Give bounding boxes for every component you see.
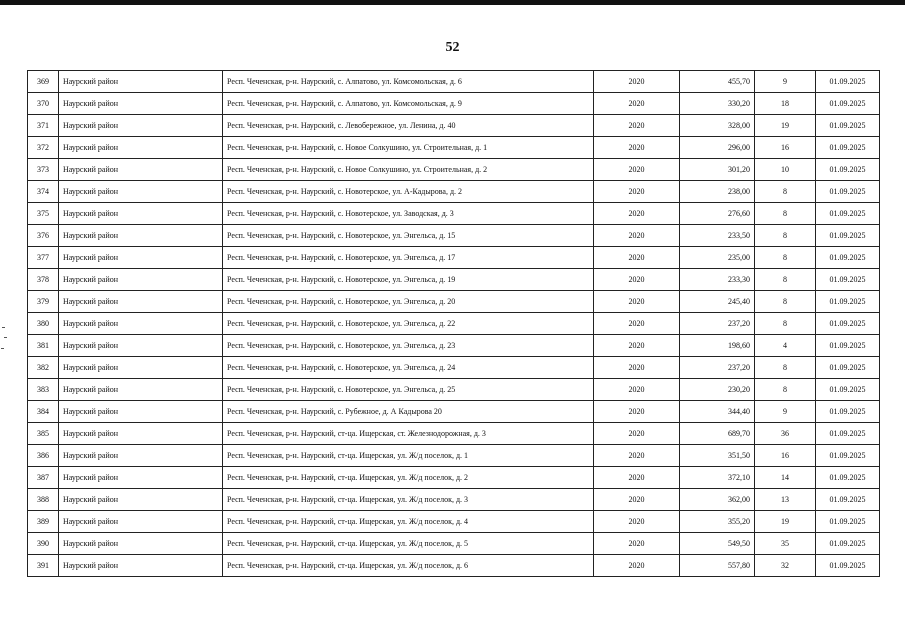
cell-area: 230,20 (680, 379, 755, 401)
cell-count: 16 (755, 445, 816, 467)
cell-area: 245,40 (680, 291, 755, 313)
cell-year: 2020 (594, 313, 680, 335)
table-row (28, 401, 880, 423)
cell-area: 296,00 (680, 137, 755, 159)
cell-district: Наурский район (59, 511, 223, 533)
table-row (28, 115, 880, 137)
cell-address: Респ. Чеченская, р-н. Наурский, ст-ца. Ищерская, ст. Железнодорожная, д. 3 (223, 423, 594, 445)
table-row (28, 511, 880, 533)
cell-district: Наурский район (59, 313, 223, 335)
top-border-rule (0, 0, 905, 5)
cell-count: 8 (755, 313, 816, 335)
cell-year: 2020 (594, 159, 680, 181)
cell-year: 2020 (594, 335, 680, 357)
cell-row-number: 378 (28, 269, 59, 291)
cell-address: Респ. Чеченская, р-н. Наурский, с. Новотерское, ул. Энгельса, д. 24 (223, 357, 594, 379)
cell-date: 01.09.2025 (816, 203, 880, 225)
cell-count: 9 (755, 401, 816, 423)
cell-address: Респ. Чеченская, р-н. Наурский, с. Новотерское, ул. Энгельса, д. 19 (223, 269, 594, 291)
cell-district: Наурский район (59, 247, 223, 269)
table-row (28, 225, 880, 247)
cell-address: Респ. Чеченская, р-н. Наурский, ст-ца. Ищерская, ул. Ж/д поселок, д. 6 (223, 555, 594, 577)
cell-year: 2020 (594, 115, 680, 137)
cell-row-number: 388 (28, 489, 59, 511)
table-row (28, 181, 880, 203)
cell-count: 8 (755, 203, 816, 225)
cell-year: 2020 (594, 511, 680, 533)
table-row (28, 137, 880, 159)
cell-year: 2020 (594, 137, 680, 159)
cell-area: 276,60 (680, 203, 755, 225)
cell-row-number: 387 (28, 467, 59, 489)
cell-district: Наурский район (59, 335, 223, 357)
cell-row-number: 376 (28, 225, 59, 247)
cell-district: Наурский район (59, 159, 223, 181)
cell-row-number: 375 (28, 203, 59, 225)
cell-address: Респ. Чеченская, р-н. Наурский, ст-ца. Ищерская, ул. Ж/д поселок, д. 5 (223, 533, 594, 555)
cell-date: 01.09.2025 (816, 335, 880, 357)
table-body (28, 71, 880, 577)
cell-year: 2020 (594, 291, 680, 313)
cell-year: 2020 (594, 533, 680, 555)
cell-year: 2020 (594, 357, 680, 379)
cell-row-number: 379 (28, 291, 59, 313)
table-row (28, 93, 880, 115)
cell-area: 557,80 (680, 555, 755, 577)
cell-row-number: 369 (28, 71, 59, 93)
cell-district: Наурский район (59, 489, 223, 511)
cell-count: 35 (755, 533, 816, 555)
cell-district: Наурский район (59, 137, 223, 159)
cell-area: 238,00 (680, 181, 755, 203)
cell-count: 8 (755, 225, 816, 247)
cell-row-number: 380 (28, 313, 59, 335)
table-row (28, 313, 880, 335)
cell-address: Респ. Чеченская, р-н. Наурский, с. Новотерское, ул. Заводская, д. 3 (223, 203, 594, 225)
cell-date: 01.09.2025 (816, 467, 880, 489)
cell-date: 01.09.2025 (816, 115, 880, 137)
cell-row-number: 373 (28, 159, 59, 181)
cell-district: Наурский район (59, 269, 223, 291)
cell-year: 2020 (594, 225, 680, 247)
cell-date: 01.09.2025 (816, 555, 880, 577)
cell-address: Респ. Чеченская, р-н. Наурский, с. Новое Солкушино, ул. Строительная, д. 1 (223, 137, 594, 159)
cell-year: 2020 (594, 379, 680, 401)
cell-address: Респ. Чеченская, р-н. Наурский, с. Новотерское, ул. Энгельса, д. 23 (223, 335, 594, 357)
cell-count: 10 (755, 159, 816, 181)
cell-area: 355,20 (680, 511, 755, 533)
cell-count: 8 (755, 181, 816, 203)
cell-address: Респ. Чеченская, р-н. Наурский, ст-ца. Ищерская, ул. Ж/д поселок, д. 1 (223, 445, 594, 467)
cell-area: 301,20 (680, 159, 755, 181)
cell-row-number: 385 (28, 423, 59, 445)
cell-address: Респ. Чеченская, р-н. Наурский, ст-ца. Ищерская, ул. Ж/д поселок, д. 3 (223, 489, 594, 511)
cell-date: 01.09.2025 (816, 159, 880, 181)
cell-area: 689,70 (680, 423, 755, 445)
cell-row-number: 381 (28, 335, 59, 357)
cell-date: 01.09.2025 (816, 401, 880, 423)
table-row (28, 247, 880, 269)
cell-count: 18 (755, 93, 816, 115)
cell-row-number: 372 (28, 137, 59, 159)
cell-row-number: 382 (28, 357, 59, 379)
cell-year: 2020 (594, 423, 680, 445)
cell-row-number: 370 (28, 93, 59, 115)
cell-date: 01.09.2025 (816, 93, 880, 115)
cell-count: 19 (755, 511, 816, 533)
cell-row-number: 391 (28, 555, 59, 577)
records-table (27, 70, 880, 577)
table-row (28, 291, 880, 313)
cell-year: 2020 (594, 71, 680, 93)
cell-address: Респ. Чеченская, р-н. Наурский, с. Алпатово, ул. Комсомольская, д. 9 (223, 93, 594, 115)
cell-count: 8 (755, 247, 816, 269)
table-row (28, 423, 880, 445)
cell-year: 2020 (594, 247, 680, 269)
cell-district: Наурский район (59, 401, 223, 423)
scan-mark (4, 337, 7, 338)
cell-date: 01.09.2025 (816, 247, 880, 269)
cell-district: Наурский район (59, 203, 223, 225)
table-row (28, 555, 880, 577)
cell-district: Наурский район (59, 423, 223, 445)
cell-count: 8 (755, 379, 816, 401)
page-number: 52 (445, 40, 460, 55)
cell-district: Наурский район (59, 379, 223, 401)
cell-area: 344,40 (680, 401, 755, 423)
cell-district: Наурский район (59, 181, 223, 203)
cell-date: 01.09.2025 (816, 489, 880, 511)
cell-district: Наурский район (59, 357, 223, 379)
table-row (28, 467, 880, 489)
cell-address: Респ. Чеченская, р-н. Наурский, с. Рубежное, д. А Кадырова 20 (223, 401, 594, 423)
cell-year: 2020 (594, 93, 680, 115)
cell-row-number: 386 (28, 445, 59, 467)
cell-district: Наурский район (59, 93, 223, 115)
cell-date: 01.09.2025 (816, 225, 880, 247)
cell-date: 01.09.2025 (816, 313, 880, 335)
cell-date: 01.09.2025 (816, 181, 880, 203)
cell-area: 198,60 (680, 335, 755, 357)
cell-area: 549,50 (680, 533, 755, 555)
table-row (28, 335, 880, 357)
table-row (28, 269, 880, 291)
cell-area: 372,10 (680, 467, 755, 489)
cell-row-number: 390 (28, 533, 59, 555)
cell-row-number: 377 (28, 247, 59, 269)
cell-year: 2020 (594, 181, 680, 203)
cell-count: 8 (755, 269, 816, 291)
cell-year: 2020 (594, 203, 680, 225)
scan-mark (2, 327, 5, 328)
cell-count: 36 (755, 423, 816, 445)
cell-count: 32 (755, 555, 816, 577)
cell-address: Респ. Чеченская, р-н. Наурский, с. Алпатово, ул. Комсомольская, д. 6 (223, 71, 594, 93)
table-row (28, 357, 880, 379)
cell-area: 233,50 (680, 225, 755, 247)
cell-area: 328,00 (680, 115, 755, 137)
cell-row-number: 374 (28, 181, 59, 203)
cell-area: 233,30 (680, 269, 755, 291)
cell-date: 01.09.2025 (816, 511, 880, 533)
cell-year: 2020 (594, 401, 680, 423)
cell-year: 2020 (594, 445, 680, 467)
cell-area: 455,70 (680, 71, 755, 93)
cell-district: Наурский район (59, 115, 223, 137)
cell-address: Респ. Чеченская, р-н. Наурский, с. Новотерское, ул. Энгельса, д. 15 (223, 225, 594, 247)
table-row (28, 203, 880, 225)
cell-district: Наурский район (59, 71, 223, 93)
cell-area: 351,50 (680, 445, 755, 467)
cell-row-number: 371 (28, 115, 59, 137)
cell-area: 237,20 (680, 357, 755, 379)
table-row (28, 379, 880, 401)
table-row (28, 71, 880, 93)
cell-district: Наурский район (59, 225, 223, 247)
cell-count: 4 (755, 335, 816, 357)
cell-address: Респ. Чеченская, р-н. Наурский, с. Левобережное, ул. Ленина, д. 40 (223, 115, 594, 137)
cell-area: 362,00 (680, 489, 755, 511)
cell-date: 01.09.2025 (816, 423, 880, 445)
cell-row-number: 389 (28, 511, 59, 533)
cell-year: 2020 (594, 555, 680, 577)
cell-date: 01.09.2025 (816, 445, 880, 467)
table-row (28, 533, 880, 555)
cell-area: 330,20 (680, 93, 755, 115)
cell-area: 235,00 (680, 247, 755, 269)
cell-count: 19 (755, 115, 816, 137)
scan-mark (1, 348, 4, 349)
cell-address: Респ. Чеченская, р-н. Наурский, ст-ца. Ищерская, ул. Ж/д поселок, д. 2 (223, 467, 594, 489)
cell-date: 01.09.2025 (816, 71, 880, 93)
cell-address: Респ. Чеченская, р-н. Наурский, с. Новотерское, ул. Энгельса, д. 25 (223, 379, 594, 401)
cell-count: 8 (755, 357, 816, 379)
cell-date: 01.09.2025 (816, 291, 880, 313)
cell-date: 01.09.2025 (816, 269, 880, 291)
cell-count: 9 (755, 71, 816, 93)
table-row (28, 445, 880, 467)
cell-date: 01.09.2025 (816, 357, 880, 379)
cell-row-number: 383 (28, 379, 59, 401)
cell-date: 01.09.2025 (816, 533, 880, 555)
cell-address: Респ. Чеченская, р-н. Наурский, с. Новотерское, ул. Энгельса, д. 17 (223, 247, 594, 269)
cell-district: Наурский район (59, 291, 223, 313)
cell-date: 01.09.2025 (816, 379, 880, 401)
cell-count: 16 (755, 137, 816, 159)
cell-year: 2020 (594, 467, 680, 489)
cell-address: Респ. Чеченская, р-н. Наурский, с. Новотерское, ул. Энгельса, д. 22 (223, 313, 594, 335)
cell-district: Наурский район (59, 533, 223, 555)
cell-count: 14 (755, 467, 816, 489)
cell-row-number: 384 (28, 401, 59, 423)
cell-count: 8 (755, 291, 816, 313)
cell-area: 237,20 (680, 313, 755, 335)
cell-year: 2020 (594, 269, 680, 291)
cell-address: Респ. Чеченская, р-н. Наурский, ст-ца. Ищерская, ул. Ж/д поселок, д. 4 (223, 511, 594, 533)
cell-address: Респ. Чеченская, р-н. Наурский, с. Новотерское, ул. А-Кадырова, д. 2 (223, 181, 594, 203)
cell-count: 13 (755, 489, 816, 511)
cell-district: Наурский район (59, 445, 223, 467)
table-row (28, 489, 880, 511)
cell-year: 2020 (594, 489, 680, 511)
cell-date: 01.09.2025 (816, 137, 880, 159)
cell-district: Наурский район (59, 467, 223, 489)
table-row (28, 159, 880, 181)
cell-address: Респ. Чеченская, р-н. Наурский, с. Новотерское, ул. Энгельса, д. 20 (223, 291, 594, 313)
cell-district: Наурский район (59, 555, 223, 577)
cell-address: Респ. Чеченская, р-н. Наурский, с. Новое Солкушино, ул. Строительная, д. 2 (223, 159, 594, 181)
